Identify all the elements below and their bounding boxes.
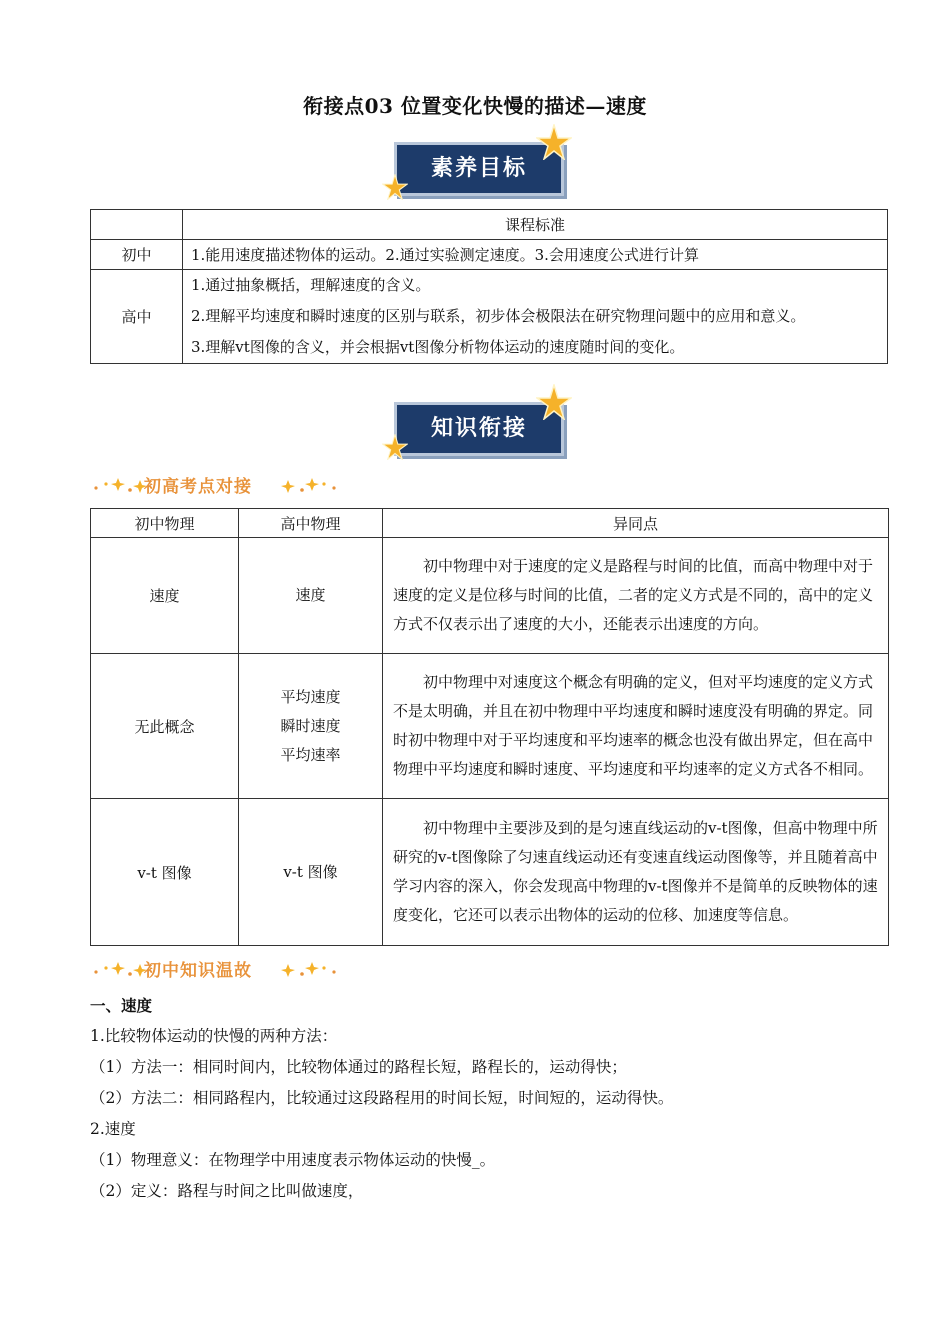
level-cell: 初中 <box>91 240 183 270</box>
senior-term: 平均速度 <box>280 687 341 706</box>
table-row <box>91 654 889 799</box>
course-standards-table <box>90 209 888 364</box>
table-row <box>91 210 888 240</box>
table-row <box>91 270 888 364</box>
knowledge-banner-label: 知识衔接 <box>430 416 527 441</box>
comparison-table <box>90 508 889 946</box>
star-icon <box>382 434 408 460</box>
table-header-cell: 异同点 <box>383 509 889 538</box>
standard-cell: 1.能用速度描述物体的运动。2.通过实验测定速度。3.会用速度公式进行计算 <box>183 240 888 270</box>
goals-banner-label: 素养目标 <box>430 156 527 181</box>
standard-line: 3.理解vt图像的含义，并会根据vt图像分析物体运动的速度随时间的变化。 <box>191 338 685 356</box>
table-row <box>91 799 889 946</box>
junior-cell: 无此概念 <box>91 654 239 799</box>
compare-subhead-label <box>144 472 252 497</box>
difference-cell: 初中物理中主要涉及到的是匀速直线运动的v-t图像，但高中物理中所研究的v-t图像除了匀速直线运动还有变速直线运动图像等，并且随着高中学习内容的深入，你会发现高中物理的v-t图像并不是简单的反映物体的速度变化，它还可以表示出物体的运动的位移、加速度等信息。 <box>383 799 889 946</box>
page-title: 衔接点03 位置变化快慢的描述—速度 <box>303 94 647 118</box>
senior-cell <box>239 654 383 799</box>
table-row <box>91 538 889 654</box>
senior-term: 瞬时速度 <box>280 716 341 735</box>
goals-banner <box>388 136 568 196</box>
paragraph-line: 1.比较物体运动的快慢的两种方法： <box>90 1027 338 1045</box>
senior-cell <box>239 538 383 654</box>
section-heading: 一、速度 <box>90 996 153 1015</box>
paragraph-line: （2）定义：路程与时间之比叫做速度， <box>90 1182 364 1200</box>
review-section <box>90 990 890 1207</box>
junior-cell: 速度 <box>91 538 239 654</box>
difference-cell: 初中物理中对于速度的定义是路程与时间的比值，而高中物理中对于速度的定义是位移与时间的比值，二者的定义方式是不同的，高中的定义方式不仅表示出了速度的大小，还能表示出速度的方向。 <box>383 538 889 654</box>
paragraph-line: （1）方法一：相同时间内，比较物体通过的路程长短，路程长的，运动得快； <box>90 1058 627 1076</box>
standard-cell <box>183 270 888 364</box>
review-subhead <box>92 954 342 984</box>
paragraph-line: （2）方法二：相同路程内，比较通过这段路程用的时间长短，时间短的，运动得快。 <box>90 1089 674 1107</box>
standard-line: 1.通过抽象概括，理解速度的含义。 <box>191 276 431 294</box>
table-row <box>91 509 889 538</box>
review-subhead-label <box>144 956 252 981</box>
standard-line: 2.理解平均速度和瞬时速度的区别与联系，初步体会极限法在研究物理问题中的应用和意义。 <box>191 307 806 325</box>
senior-term: 平均速率 <box>280 745 341 764</box>
senior-cell <box>239 799 383 946</box>
star-icon <box>536 384 572 420</box>
senior-term: v-t 图像 <box>283 862 338 881</box>
table-row <box>91 240 888 270</box>
star-icon <box>382 174 408 200</box>
difference-cell: 初中物理中对速度这个概念有明确的定义，但对平均速度的定义方式不是太明确，并且在初中物理中平均速度和瞬时速度没有明确的界定。同时初中物理中对于平均速度和平均速率的概念也没有做出界定，但在高中物理中平均速度和瞬时速度、平均速度和平均速率的定义方式各不相同。 <box>383 654 889 799</box>
compare-subhead-text: 初高考点对接 <box>144 477 252 497</box>
level-cell: 高中 <box>91 270 183 364</box>
table-header-cell: 初中物理 <box>91 509 239 538</box>
paragraph-line: 2.速度 <box>90 1120 136 1138</box>
table-cell <box>91 210 183 240</box>
table-header-cell: 课程标准 <box>183 210 888 240</box>
senior-term: 速度 <box>295 586 326 604</box>
knowledge-banner <box>388 396 568 456</box>
star-icon <box>536 124 572 160</box>
review-subhead-text: 初中知识温故 <box>144 961 252 981</box>
compare-subhead <box>92 470 342 500</box>
table-header-cell: 高中物理 <box>239 509 383 538</box>
junior-cell: v-t 图像 <box>91 799 239 946</box>
paragraph-line: （1）物理意义：在物理学中用速度表示物体运动的快慢_。 <box>90 1151 496 1169</box>
